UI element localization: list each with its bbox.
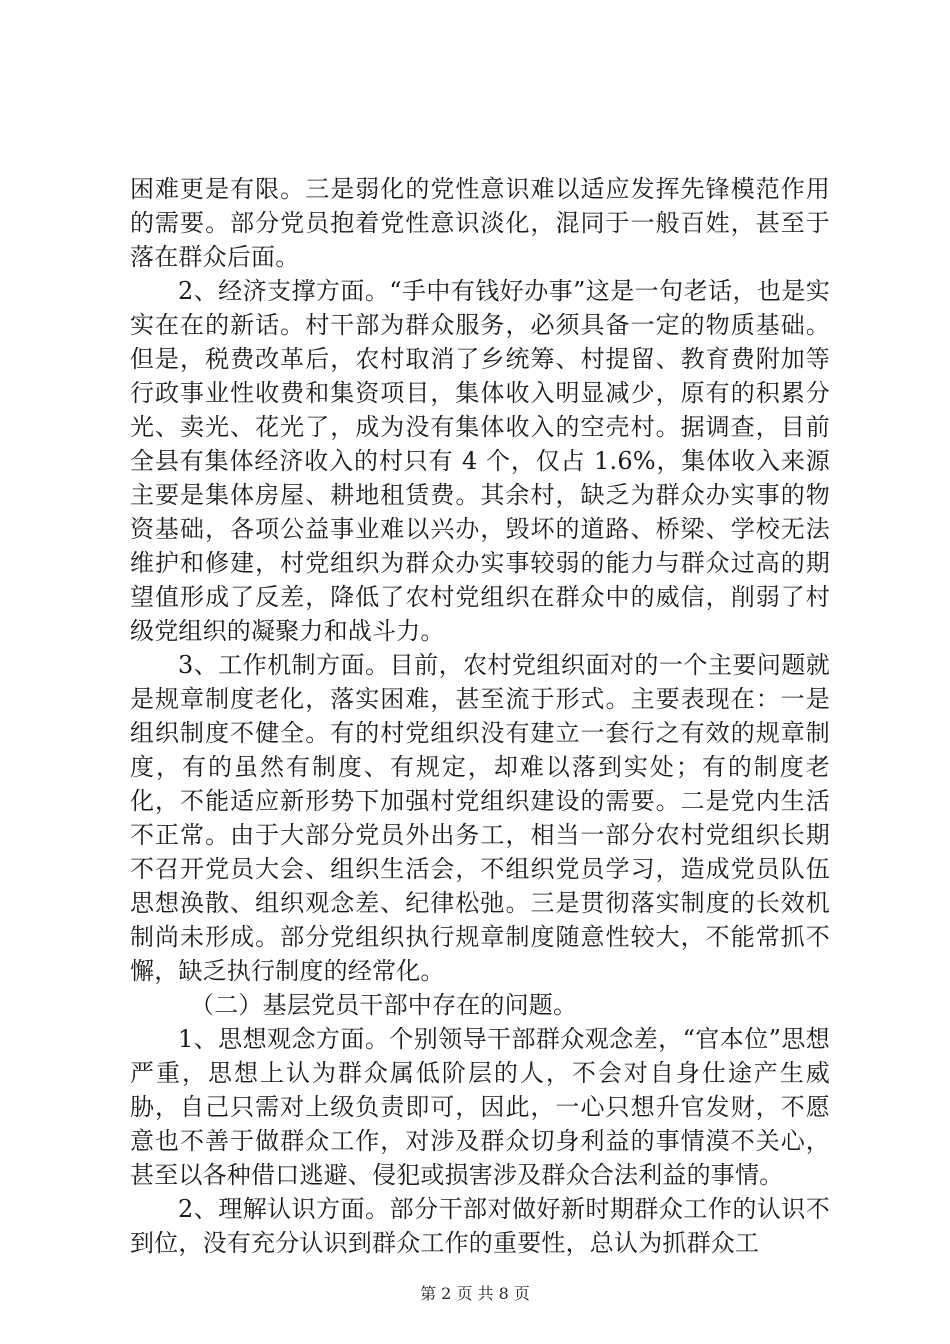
paragraph-understanding: 2、理解认识方面。部分干部对做好新时期群众工作的认识不到位，没有充分认识到群众工作的重要性，总认为抓群众工 (130, 1195, 830, 1257)
page-number-footer: 第 2 页 共 8 页 (420, 1284, 530, 1303)
section-heading-grassroots-cadres: （二）基层党员干部中存在的问题。 (190, 991, 578, 1019)
paragraph-ideology: 1、思想观念方面。个别领导干部群众观念差，“官本位”思想严重，思想上认为群众属低阶层的人，不会对自身仕途产生威胁，自己只需对上级负责即可，因此，一心只想升官发财，不愿意也不善于做群众工作，对涉及群众切身利益的事情漠不关心，甚至以各种借口逃避、侵犯或损害涉及群众合法利益的事情。 (130, 1025, 830, 1189)
paragraph-continuation: 困难更是有限。三是弱化的党性意识难以适应发挥先锋模范作用的需要。部分党员抱着党性意识淡化，混同于一般百姓，甚至于落在群众后面。 (130, 175, 830, 271)
paragraph-economic-support: 2、经济支撑方面。“手中有钱好办事”这是一句老话，也是实实在在的新话。村干部为群众服务，必须具备一定的物质基础。但是，税费改革后，农村取消了乡统筹、村提留、教育费附加等行政事业性收费和集资项目，集体收入明显减少，原有的积累分光、卖光、花光了，成为没有集体收入的空壳村。据调查，目前全县有集体经济收入的村只有 4 个，仅占 1.6%，集体收入来源主要是集体房屋、耕地租赁费。其余村，缺乏为群众办实事的物资基础，各项公益事业难以兴办，毁坏的道路、桥梁、学校无法维护和修建，村党组织为群众办实事较弱的能力与群众过高的期望值形成了反差，降低了农村党组织在群众中的威信，削弱了村级党组织的凝聚力和战斗力。 (130, 277, 830, 645)
paragraph-work-mechanism: 3、工作机制方面。目前，农村党组织面对的一个主要问题就是规章制度老化，落实困难，甚至流于形式。主要表现在：一是组织制度不健全。有的村党组织没有建立一套行之有效的规章制度，有的虽然有制度、有规定，却难以落到实处；有的制度老化，不能适应新形势下加强村党组织建设的需要。二是党内生活不正常。由于大部分党员外出务工，相当一部分农村党组织长期不召开党员大会、组织生活会，不组织党员学习，造成党员队伍思想涣散、组织观念差、纪律松弛。三是贯彻落实制度的长效机制尚未形成。部分党组织执行规章制度随意性较大，不能常抓不懈，缺乏执行制度的经常化。 (130, 651, 830, 985)
document-body (130, 172, 830, 1260)
